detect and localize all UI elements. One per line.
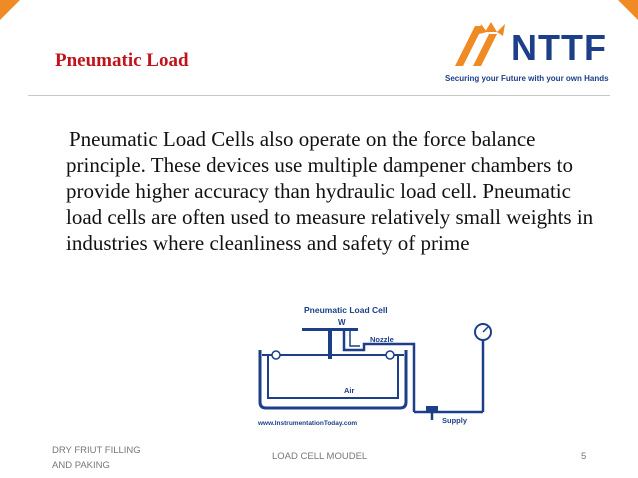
logo-tagline: Securing your Future with your own Hands [445, 74, 609, 83]
body-paragraph: Pneumatic Load Cells also operate on the force balance principle. These devices use multiple dampener chambers to provide higher accuracy than hydraulic load cell. Pneumatic load cells are often used to measure relatively small weights in industries where cleanliness and safety of prime [66, 127, 594, 255]
diaphragm-seal-right [386, 351, 394, 359]
nozzle-pipe-inner [350, 331, 360, 346]
slide-title: Pneumatic Load [55, 50, 189, 71]
air-label: Air [344, 386, 355, 395]
corner-accent-right [618, 0, 638, 20]
title-divider [28, 95, 610, 96]
weight-label: W [338, 318, 346, 327]
page-number: 5 [581, 451, 587, 462]
pneumatic-load-cell-diagram [252, 302, 507, 430]
supply-label: Supply [442, 416, 468, 425]
supply-valve [426, 406, 438, 412]
website-label: www.InstrumentationToday.com [258, 420, 358, 427]
nozzle-label: Nozzle [370, 335, 394, 344]
chamber-outline [260, 350, 406, 408]
footer-center-text: LOAD CELL MOUDEL [272, 451, 368, 462]
diaphragm-seal-left [272, 351, 280, 359]
chamber-inner [268, 356, 398, 398]
corner-accent-left [0, 0, 20, 20]
logo-mark-icon [451, 22, 513, 68]
diagram-title: Pneumatic Load Cell [304, 305, 388, 315]
logo-text: NTTF [511, 27, 607, 68]
footer-left-text: DRY FRIUT FILLING AND PAKING [52, 445, 141, 471]
nttf-logo [445, 18, 615, 86]
load-platform [302, 328, 358, 331]
